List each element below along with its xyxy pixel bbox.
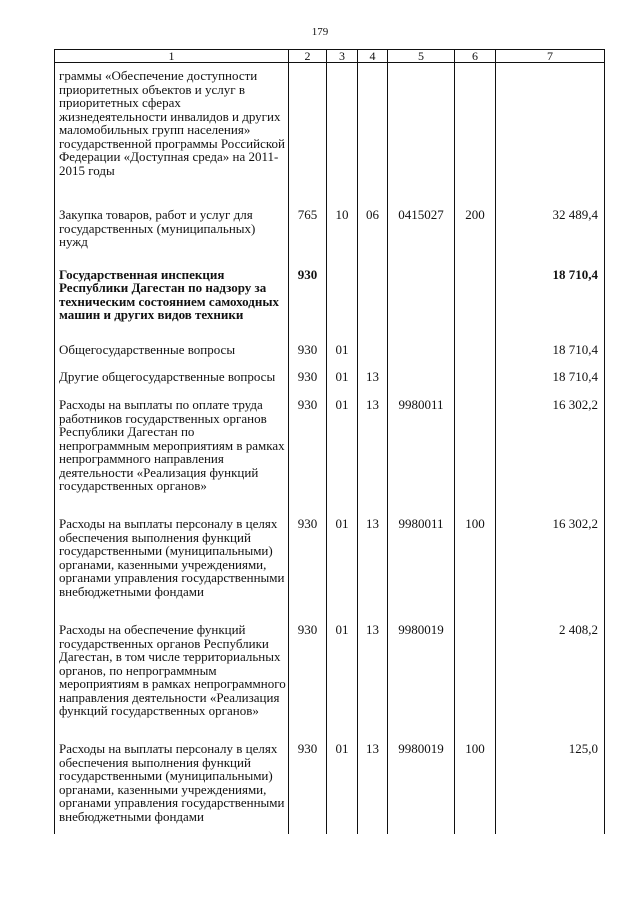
row-col-6 bbox=[455, 329, 496, 360]
row-col-7: 32 489,4 bbox=[496, 190, 605, 255]
row-col-6: 100 bbox=[455, 505, 496, 609]
row-col-5: 9980011 bbox=[388, 505, 455, 609]
row-col-7: 18 710,4 bbox=[496, 256, 605, 330]
row-col-6 bbox=[455, 360, 496, 386]
row-col-5: 0415027 bbox=[388, 190, 455, 255]
row-col-2: 930 bbox=[289, 505, 327, 609]
table-row bbox=[55, 505, 605, 609]
row-col-7 bbox=[496, 63, 605, 191]
row-col-4: 06 bbox=[358, 190, 388, 255]
row-col-2: 930 bbox=[289, 329, 327, 360]
row-col-4: 13 bbox=[358, 730, 388, 834]
row-col-2: 930 bbox=[289, 730, 327, 834]
row-col-4: 13 bbox=[358, 609, 388, 730]
table-row bbox=[55, 190, 605, 255]
header-col-7: 7 bbox=[496, 50, 605, 63]
row-col-3: 10 bbox=[327, 190, 358, 255]
row-col-3 bbox=[327, 256, 358, 330]
row-col-7: 16 302,2 bbox=[496, 386, 605, 505]
row-col-6 bbox=[455, 256, 496, 330]
row-name: Расходы на выплаты по оплате труда работников государственных органов Республики Дагестан по непрограммным мероприятиям в рамках непрограммного направления деятельности «Реализация функций государственных органов» bbox=[55, 386, 289, 505]
header-col-6: 6 bbox=[455, 50, 496, 63]
row-col-5 bbox=[388, 63, 455, 191]
row-name: Закупка товаров, работ и услуг для государственных (муниципальных) нужд bbox=[55, 190, 289, 255]
header-col-1: 1 bbox=[55, 50, 289, 63]
row-col-7: 16 302,2 bbox=[496, 505, 605, 609]
row-col-2: 930 bbox=[289, 256, 327, 330]
row-col-2: 765 bbox=[289, 190, 327, 255]
row-col-6 bbox=[455, 386, 496, 505]
row-col-6 bbox=[455, 609, 496, 730]
row-col-4 bbox=[358, 256, 388, 330]
row-col-5 bbox=[388, 360, 455, 386]
row-col-4 bbox=[358, 329, 388, 360]
row-col-2: 930 bbox=[289, 360, 327, 386]
table-row bbox=[55, 730, 605, 834]
row-col-2 bbox=[289, 63, 327, 191]
row-col-3 bbox=[327, 63, 358, 191]
row-col-4: 13 bbox=[358, 360, 388, 386]
row-name: Другие общегосударственные вопросы bbox=[55, 360, 289, 386]
row-col-3: 01 bbox=[327, 386, 358, 505]
table-row bbox=[55, 329, 605, 360]
row-col-7: 125,0 bbox=[496, 730, 605, 834]
row-col-6 bbox=[455, 63, 496, 191]
page-number: 179 bbox=[311, 26, 329, 38]
row-name: Государственная инспекция Республики Дагестан по надзору за техническим состоянием самоходных машин и других видов техники bbox=[55, 256, 289, 330]
header-col-3: 3 bbox=[327, 50, 358, 63]
row-col-3: 01 bbox=[327, 329, 358, 360]
row-col-5: 9980011 bbox=[388, 386, 455, 505]
row-name: Расходы на выплаты персоналу в целях обеспечения выполнения функций государственными (муниципальными) органами, казенными учреждениями, органами управления государственными внебюджетными фондами bbox=[55, 730, 289, 834]
table-row bbox=[55, 360, 605, 386]
row-col-2: 930 bbox=[289, 386, 327, 505]
row-col-3: 01 bbox=[327, 730, 358, 834]
row-col-5 bbox=[388, 329, 455, 360]
row-col-4: 13 bbox=[358, 386, 388, 505]
row-col-4 bbox=[358, 63, 388, 191]
row-col-3: 01 bbox=[327, 505, 358, 609]
row-col-5: 9980019 bbox=[388, 730, 455, 834]
table-row bbox=[55, 256, 605, 330]
row-col-6: 100 bbox=[455, 730, 496, 834]
row-col-3: 01 bbox=[327, 360, 358, 386]
row-name: граммы «Обеспечение доступности приоритетных объектов и услуг в приоритетных сферах жизнедеятельности инвалидов и других маломобильных групп населения» государственной программы Российской Федерации «Доступная среда» на 2011-2015 годы bbox=[55, 63, 289, 191]
table-row bbox=[55, 63, 605, 191]
row-col-2: 930 bbox=[289, 609, 327, 730]
row-col-3: 01 bbox=[327, 609, 358, 730]
header-col-5: 5 bbox=[388, 50, 455, 63]
row-col-4: 13 bbox=[358, 505, 388, 609]
table-row bbox=[55, 386, 605, 505]
header-col-2: 2 bbox=[289, 50, 327, 63]
row-name: Общегосударственные вопросы bbox=[55, 329, 289, 360]
row-col-7: 2 408,2 bbox=[496, 609, 605, 730]
row-name: Расходы на обеспечение функций государственных органов Республики Дагестан, в том числе территориальных органов, по непрограммным мероприятиям в рамках непрограммного направления деятельности «Реализация функций государственных органов» bbox=[55, 609, 289, 730]
header-col-4: 4 bbox=[358, 50, 388, 63]
row-col-7: 18 710,4 bbox=[496, 360, 605, 386]
header-row bbox=[55, 50, 605, 63]
row-col-6: 200 bbox=[455, 190, 496, 255]
row-col-5 bbox=[388, 256, 455, 330]
budget-table bbox=[54, 49, 605, 834]
row-col-7: 18 710,4 bbox=[496, 329, 605, 360]
table-row bbox=[55, 609, 605, 730]
row-col-5: 9980019 bbox=[388, 609, 455, 730]
row-name: Расходы на выплаты персоналу в целях обеспечения выполнения функций государственными (муниципальными) органами, казенными учреждениями, органами управления государственными внебюджетными фондами bbox=[55, 505, 289, 609]
